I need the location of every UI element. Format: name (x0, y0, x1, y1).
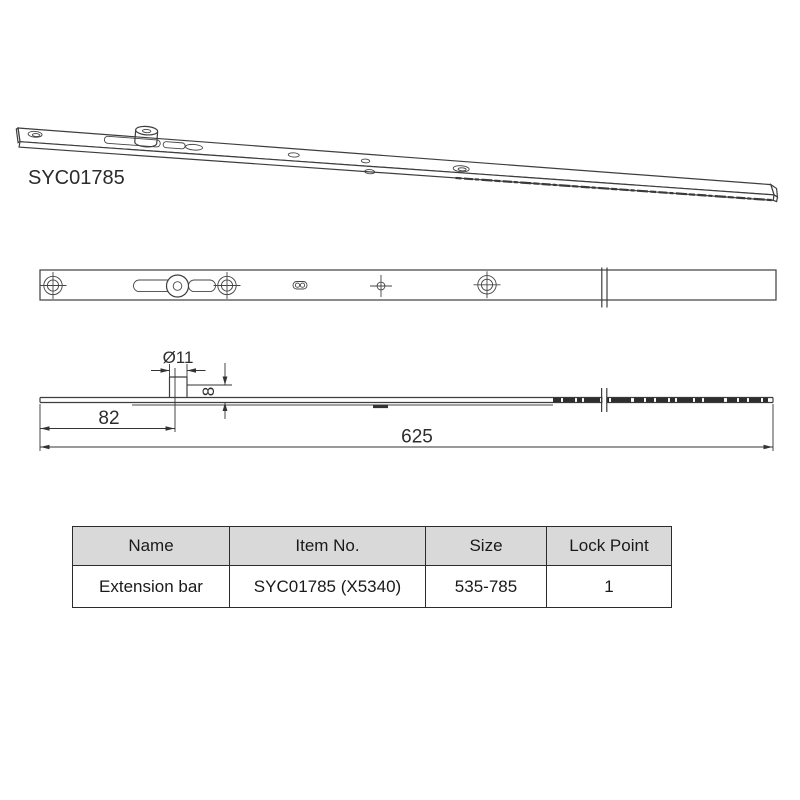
roller-stud-plan (167, 275, 189, 297)
pin-retainer-side (373, 405, 388, 409)
svg-text:625: 625 (401, 426, 433, 448)
svg-text:Ø11: Ø11 (162, 348, 194, 367)
cell-lock-point: 1 (547, 566, 672, 608)
spec-table (72, 526, 672, 608)
stud-side (170, 377, 188, 398)
header-size: Size (426, 527, 547, 566)
dimension-total-length (40, 404, 773, 451)
side-view (40, 348, 773, 451)
perspective-view (15, 117, 779, 205)
svg-text:8: 8 (199, 386, 218, 397)
cell-size: 535-785 (426, 566, 547, 608)
cell-item-no: SYC01785 (X5340) (230, 566, 426, 608)
table-header-row (73, 527, 672, 566)
bar-outline-plan (40, 270, 776, 300)
header-lock-point: Lock Point (547, 527, 672, 566)
header-name: Name (73, 527, 230, 566)
plan-view (40, 268, 777, 308)
dimension-stud-diameter (151, 348, 206, 377)
header-item-no: Item No. (230, 527, 426, 566)
dimension-stud-offset (40, 404, 175, 451)
svg-text:82: 82 (98, 408, 120, 429)
cell-name: Extension bar (73, 566, 230, 608)
part-label: SYC01785 (28, 167, 125, 189)
table-row (73, 566, 672, 608)
